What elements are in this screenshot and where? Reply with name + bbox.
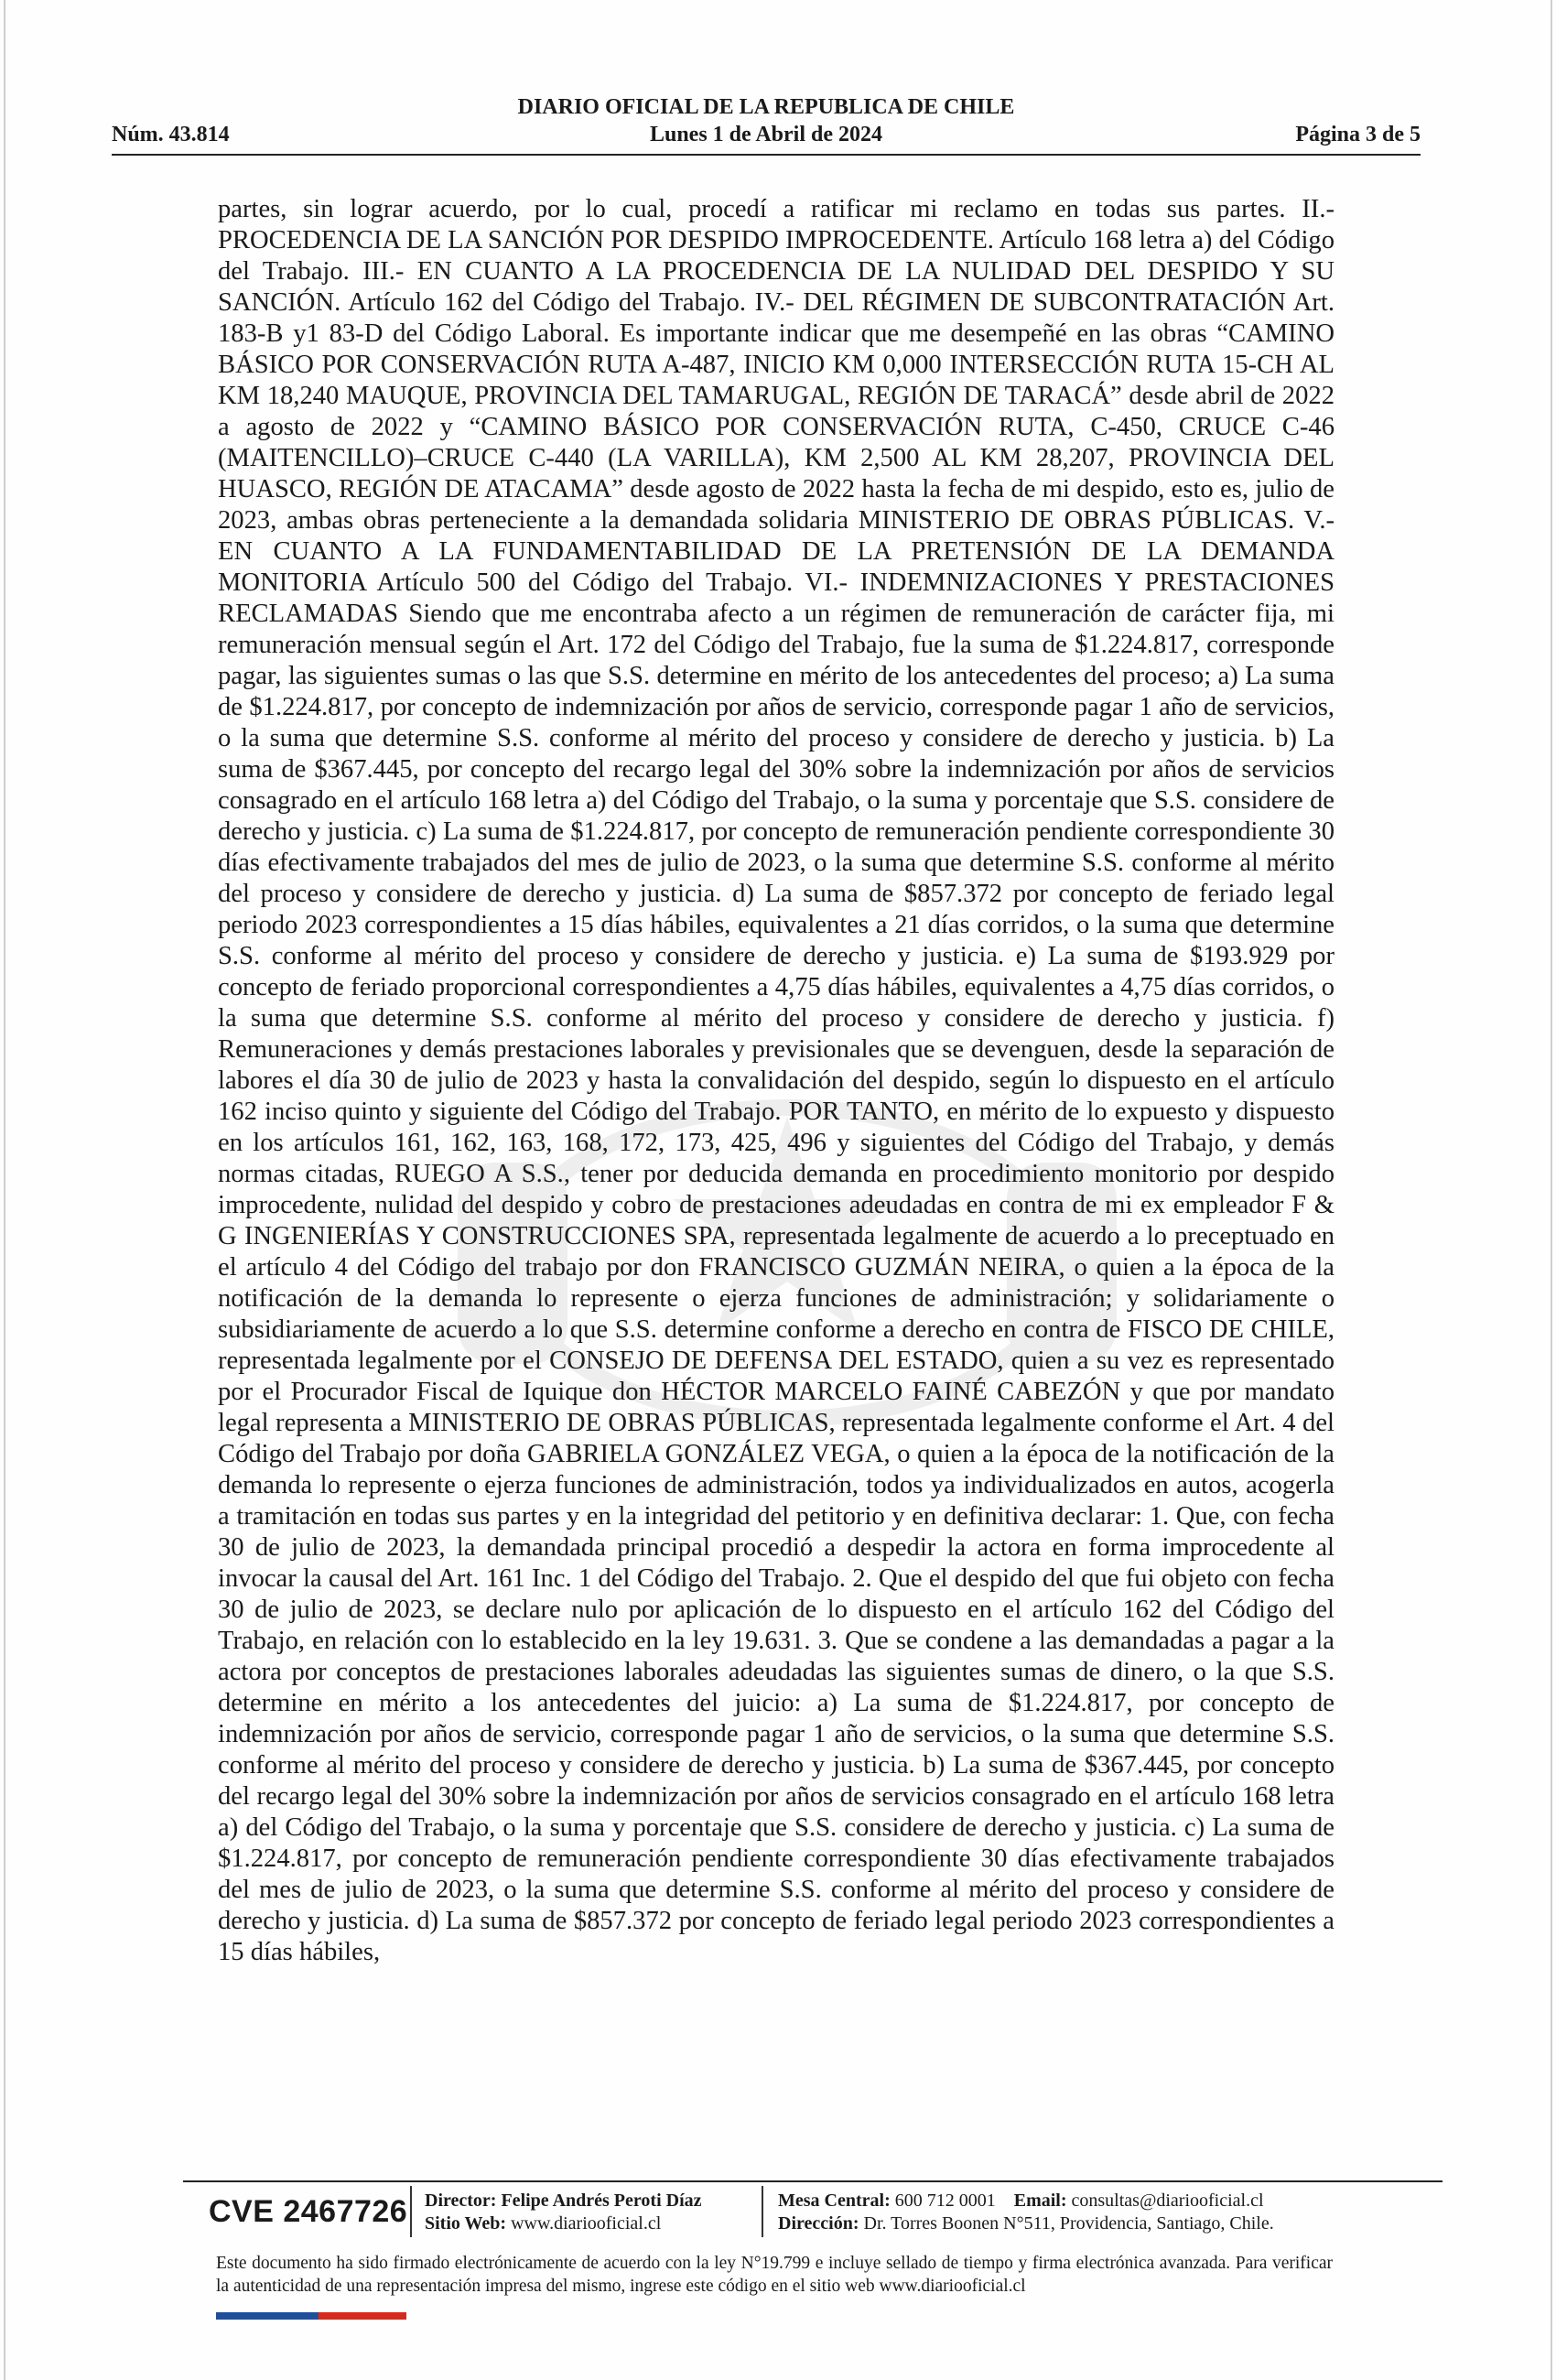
- issue-date: Lunes 1 de Abril de 2024: [649, 123, 883, 146]
- website-label: Sitio Web:: [425, 2213, 507, 2234]
- flag-stripe-red: [319, 2312, 406, 2320]
- flag-stripe-blue: [216, 2312, 319, 2320]
- page-number: Página 3 de 5: [1295, 123, 1421, 146]
- phone-number: 600 712 0001: [894, 2191, 996, 2211]
- address-label: Dirección:: [778, 2213, 859, 2234]
- publication-title: DIARIO OFICIAL DE LA REPUBLICA DE CHILE: [517, 95, 1015, 119]
- electronic-signature-note: Este documento ha sido firmado electrónicamente de acuerdo con la ley N°19.799 e incluye sellado de tiempo y firma electrónica avanzada. Para verificar la autenticidad de una representación impresa del mismo, ingrese este código en el sitio web www.diariooficial.cl: [216, 2254, 1333, 2296]
- footer-separator: [762, 2186, 763, 2237]
- footer-contact-column: [778, 2190, 1274, 2235]
- issue-number: Núm. 43.814: [112, 123, 230, 146]
- director-name: Felipe Andrés Peroti Díaz: [501, 2191, 702, 2211]
- page-header: [112, 93, 1421, 148]
- address-text: Dr. Torres Boonen N°511, Providencia, Santiago, Chile.: [863, 2213, 1274, 2234]
- phone-label: Mesa Central:: [778, 2191, 891, 2211]
- email-label: Email:: [1013, 2191, 1067, 2211]
- cve-code: CVE 2467726: [209, 2194, 408, 2229]
- footer-info: [183, 2182, 1443, 2241]
- director-label: Director:: [425, 2191, 497, 2211]
- footer-director-column: [425, 2190, 702, 2235]
- document-body-text: partes, sin lograr acuerdo, por lo cual, procedí a ratificar mi reclamo en todas sus partes. II.- PROCEDENCIA DE LA SANCIÓN POR DESPIDO IMPROCEDENTE. Artículo 168 letra a) del Código del Trabajo. III.- EN CUANTO A LA PROCEDENCIA DE LA NULIDAD DEL DESPIDO Y SU SANCIÓN. Artículo 162 del Código del Trabajo. IV.- DEL RÉGIMEN DE SUBCONTRATACIÓN Art. 183-B y1 83-D del Código Laboral. Es importante indicar que me desempeñé en las obras “CAMINO BÁSICO POR CONSERVACIÓN RUTA A-487, INICIO KM 0,000 INTERSECCIÓN RUTA 15-CH AL KM 18,240 MAUQUE, PROVINCIA DEL TAMARUGAL, REGIÓN DE TARACÁ” desde abril de 2022 a agosto de 2022 y “CAMINO BÁSICO POR CONSERVACIÓN RUTA, C-450, CRUCE C-46 (MAITENCILLO)–CRUCE C-440 (LA VARILLA), KM 2,500 AL KM 28,207, PROVINCIA DEL HUASCO, REGIÓN DE ATACAMA” desde agosto de 2022 hasta la fecha de mi despido, esto es, julio de 2023, ambas obras perteneciente a la demandada solidaria MINISTERIO DE OBRAS PÚBLICAS. V.- EN CUANTO A LA FUNDAMENTABILIDAD DE LA PRETENSIÓN DE LA DEMANDA MONITORIA Artículo 500 del Código del Trabajo. VI.- INDEMNIZACIONES Y PRESTACIONES RECLAMADAS Siendo que me encontraba afecto a un régimen de remuneración de carácter fija, mi remuneración mensual según el Art. 172 del Código del Trabajo, fue la suma de $1.224.817, corresponde pagar, las siguientes sumas o las que S.S. determine en mérito de los antecedentes del proceso; a) La suma de $1.224.817, por concepto de indemnización por años de servicio, corresponde pagar 1 año de servicios, o la suma que determine S.S. conforme al mérito del proceso y considere de derecho y justicia. b) La suma de $367.445, por concepto del recargo legal del 30% sobre la indemnización por años de servicios consagrado en el artículo 168 letra a) del Código del Trabajo, o la suma y porcentaje que S.S. considere de derecho y justicia. c) La suma de $1.224.817, por concepto de remuneración pendiente correspondiente 30 días efectivamente trabajados del mes de julio de 2023, o la suma que determine S.S. conforme al mérito del proceso y considere de derecho y justicia. d) La suma de $857.372 por concepto de feriado legal periodo 2023 correspondientes a 15 días hábiles, equivalentes a 21 días corridos, o la suma que determine S.S. conforme al mérito del proceso y considere de derecho y justicia. e) La suma de $193.929 por concepto de feriado proporcional correspondientes a 4,75 días hábiles, equivalentes a 4,75 días corridos, o la suma que determine S.S. conforme al mérito del proceso y considere de derecho y justicia. f) Remuneraciones y demás prestaciones laborales y previsionales que se devenguen, desde la separación de labores el día 30 de julio de 2023 y hasta la convalidación del despido, según lo dispuesto en el artículo 162 inciso quinto y siguiente del Código del Trabajo. POR TANTO, en mérito de lo expuesto y dispuesto en los artículos 161, 162, 163, 168, 172, 173, 425, 496 y siguientes del Código del Trabajo, y demás normas citadas, RUEGO A S.S., tener por deducida demanda en procedimiento monitorio por despido improcedente, nulidad del despido y cobro de prestaciones adeudadas en contra de mi ex empleador F & G INGENIERÍAS Y CONSTRUCCIONES SPA, representada legalmente de acuerdo a lo preceptuado en el artículo 4 del Código del trabajo por don FRANCISCO GUZMÁN NEIRA, o quien a la época de la notificación de la demanda lo represente o ejerza funciones de administración; y solidariamente o subsidiariamente de acuerdo a lo que S.S. determine conforme a derecho en contra de FISCO DE CHILE, representada legalmente por el CONSEJO DE DEFENSA DEL ESTADO, quien a su vez es representado por el Procurador Fiscal de Iquique don HÉCTOR MARCELO FAINÉ CABEZÓN y que por mandato legal representa a MINISTERIO DE OBRAS PÚBLICAS, representada legalmente conforme el Art. 4 del Código del Trabajo por doña GABRIELA GONZÁLEZ VEGA, o quien a la época de la notificación de la demanda lo represente o ejerza funciones de administración, todos ya individualizados en autos, acogerla a tramitación en todas sus partes y en la integridad del petitorio y en definitiva declarar: 1. Que, con fecha 30 de julio de 2023, la demandada principal procedió a despedir la actora en forma improcedente al invocar la causal del Art. 161 Inc. 1 del Código del Trabajo. 2. Que el despido del que fui objeto con fecha 30 de julio de 2023, se declare nulo por aplicación de lo dispuesto en el artículo 162 del Código del Trabajo, en relación con lo establecido en la ley 19.631. 3. Que se condene a las demandadas a pagar a la actora por conceptos de prestaciones laborales adeudadas las siguientes sumas de dinero, o la que S.S. determine en mérito a los antecedentes del juicio: a) La suma de $1.224.817, por concepto de indemnización por años de servicio, corresponde pagar 1 año de servicios, o la suma que determine S.S. conforme al mérito del proceso y considere de derecho y justicia. b) La suma de $367.445, por concepto del recargo legal del 30% sobre la indemnización por años de servicios consagrado en el artículo 168 letra a) del Código del Trabajo, o la suma y porcentaje que S.S. considere de derecho y justicia. c) La suma de $1.224.817, por concepto de remuneración pendiente correspondiente 30 días efectivamente trabajados del mes de julio de 2023, o la suma que determine S.S. conforme al mérito del proceso y considere de derecho y justicia. d) La suma de $857.372 por concepto de feriado legal periodo 2023 correspondientes a 15 días hábiles,: [218, 195, 1334, 1966]
- header-divider: [112, 154, 1421, 156]
- email-link[interactable]: consultas@diariooficial.cl: [1071, 2191, 1264, 2211]
- footer-separator: [410, 2186, 412, 2237]
- website-link[interactable]: www.diariooficial.cl: [511, 2213, 662, 2234]
